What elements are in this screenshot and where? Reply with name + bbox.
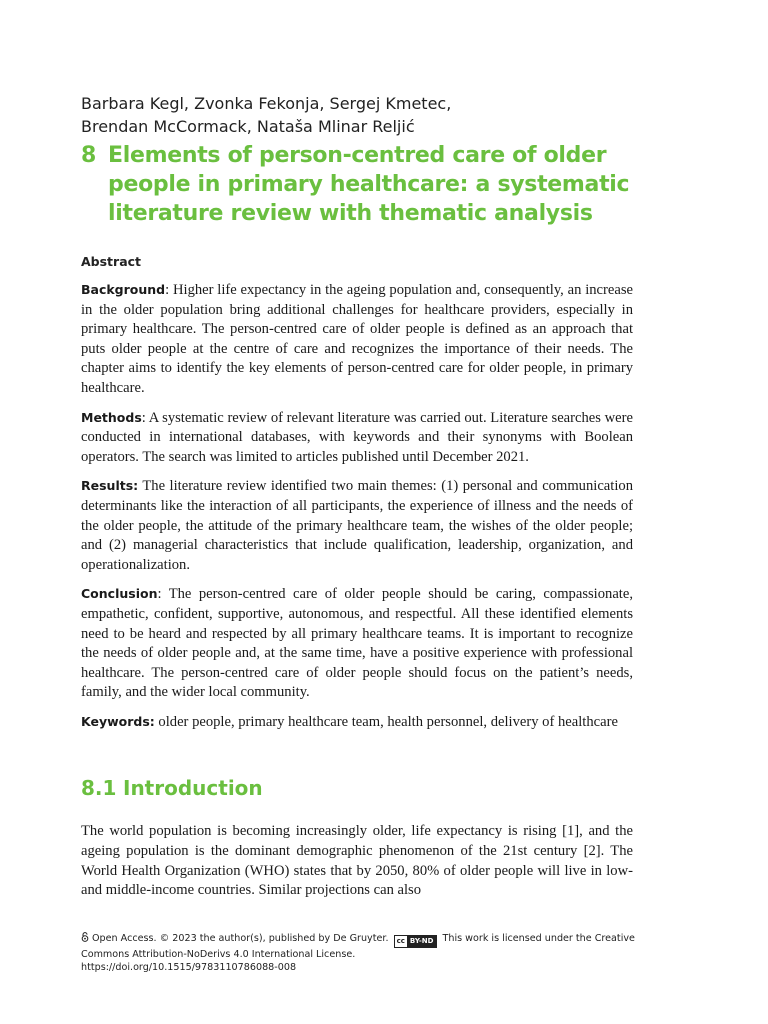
authors — [81, 92, 633, 138]
open-access-text: Open Access. © 2023 the author(s), published by De Gruyter. — [92, 933, 389, 944]
chapter-number: 8 — [81, 143, 97, 168]
introduction-paragraph: The world population is becoming increasingly older, life expectancy is rising [1], and the ageing population is the dominant demographic phenomenon of the 21st century [2]. The World Health Organization (WHO) states that by 2050, 80% of older people will live in low- and middle-income countries. Similar projections can also — [81, 823, 633, 899]
footer — [81, 932, 641, 974]
authors-line-1: Barbara Kegl, Zvonka Fekonja, Sergej Kmetec, — [81, 94, 452, 113]
abstract-conclusion — [81, 584, 633, 703]
abstract-background — [81, 280, 633, 399]
background-text: : Higher life expectancy in the ageing population and, consequently, an increase in the older population bring additional challenges for healthcare providers, especially in primary healthcare. The person-centred care of older people is defined as an approach that puts older people at the centre of care and recognizes the importance of their needs. The chapter aims to identify the key elements of person-centred care for older people, in primary healthcare. — [81, 282, 633, 396]
abstract-heading: Abstract — [81, 254, 142, 269]
by-nd-label: BY-ND — [407, 936, 437, 947]
authors-line-2: Brendan McCormack, Nataša Mlinar Reljić — [81, 117, 415, 136]
cc-icon: cc — [396, 937, 405, 945]
results-label: Results: — [81, 478, 139, 494]
conclusion-text: : The person-centred care of older people should be caring, compassionate, empathetic, confident, supportive, autonomous, and respectful. All these identified elements need to be heard and respected by all primary healthcare teams. It is important to recognize the needs of older people and, at the same time, have a positive experience with professional healthcare. The person-centred care of older people should focus on the patient’s needs, family, and the wider local community. — [81, 586, 633, 701]
open-access-icon — [81, 932, 89, 942]
chapter-title — [81, 141, 633, 228]
background-label: Background — [81, 282, 166, 297]
license-text: This work is licensed under the Creative Commons Attribution-NoDerivs 4.0 International License. — [81, 933, 635, 960]
section-number: 8.1 — [81, 776, 117, 801]
results-text: The literature review identified two main themes: (1) personal and communication determinants like the interaction of all participants, the experience of illness and the needs of the older people, the attitude of the primary healthcare team, the wishes of the older people; and (2) managerial characteristics that include qualification, leadership, organization, and operationalization. — [81, 478, 633, 573]
keywords-label: Keywords: — [81, 713, 155, 729]
abstract-results — [81, 476, 633, 575]
cc-license-badge[interactable] — [394, 935, 438, 948]
keywords-text: older people, primary healthcare team, health personnel, delivery of healthcare — [154, 713, 618, 730]
doi-link[interactable]: https://doi.org/10.1515/9783110786088-008 — [81, 962, 297, 973]
chapter-title-text: Elements of person-centred care of older people in primary healthcare: a systematic literature review with thematic analysis — [108, 143, 630, 226]
methods-label: Methods — [81, 409, 142, 425]
section-title: Introduction — [123, 776, 263, 801]
conclusion-label: Conclusion — [81, 586, 158, 602]
section-heading — [81, 776, 633, 800]
abstract-methods — [81, 408, 633, 468]
page-content — [81, 92, 633, 901]
methods-text: : A systematic review of relevant literature was carried out. Literature searches were conducted in international databases, with keywords and their synonyms with Boolean operators. The search was limited to articles published until December 2021. — [81, 409, 633, 465]
abstract-keywords — [81, 712, 633, 733]
